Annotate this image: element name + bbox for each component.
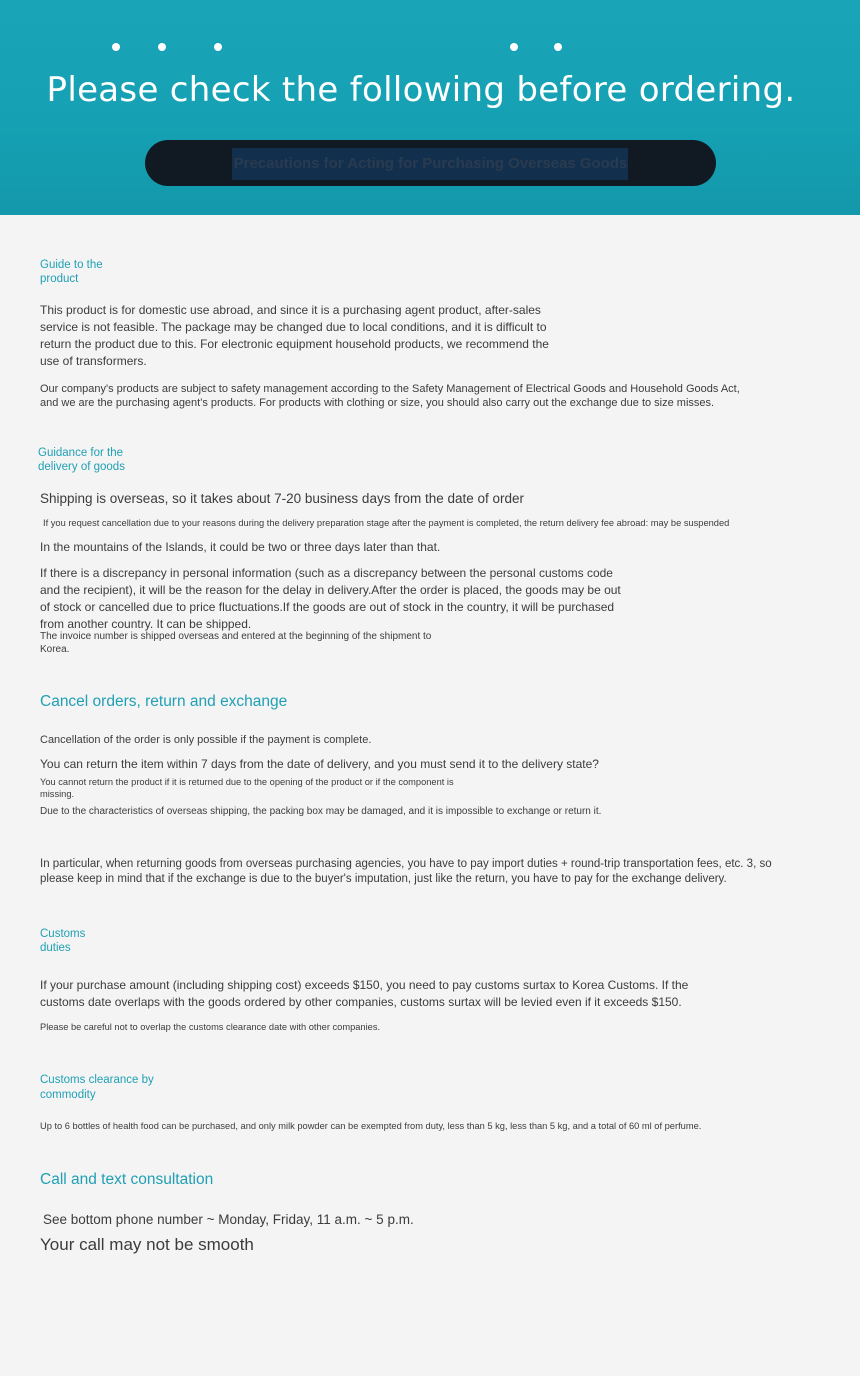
text-line: The invoice number is shipped overseas and entered at the beginning of the shipment to xyxy=(40,631,432,642)
customs-paragraph-2: Please be careful not to overlap the customs clearance date with other companies. xyxy=(40,1022,381,1032)
text-line: You cannot return the product if it is returned due to the opening of the product or if the component is xyxy=(40,777,454,787)
decorative-dot xyxy=(510,43,518,51)
text-line: return the product due to this. For electronic equipment household products, we recommend the xyxy=(40,337,549,351)
section-title-line: delivery of goods xyxy=(38,461,125,473)
text-line: and the recipient), it will be the reason for the delay in delivery.After the order is placed, the goods may be out xyxy=(40,583,621,597)
consult-paragraph-1: See bottom phone number ~ Monday, Friday, 11 a.m. ~ 5 p.m. xyxy=(43,1212,414,1227)
section-title-line: Guidance for the xyxy=(38,447,124,459)
page-title: Please check the following before ordering. xyxy=(46,70,796,110)
decorative-dot xyxy=(158,43,166,51)
text-line: please keep in mind that if the exchange is due to the buyer's imputation, just like the return, you have to pay for the exchange delivery. xyxy=(40,873,727,885)
section-title-line: commodity xyxy=(40,1089,96,1101)
delivery-paragraph-3: In the mountains of the Islands, it could be two or three days later than that. xyxy=(40,540,441,554)
decorative-dot xyxy=(554,43,562,51)
delivery-paragraph-5 xyxy=(40,631,431,656)
text-line: from another country. It can be shipped. xyxy=(40,617,252,631)
cancel-paragraph-4: Due to the characteristics of overseas shipping, the packing box may be damaged, and it is impossible to exchange or return it. xyxy=(40,806,602,817)
header-banner xyxy=(0,0,860,215)
text-line: If there is a discrepancy in personal information (such as a discrepancy between the personal customs code xyxy=(40,566,613,580)
decorative-dot xyxy=(112,43,120,51)
text-line: This product is for domestic use abroad, and since it is a purchasing agent product, after-sales xyxy=(40,303,541,317)
customs-paragraph-1 xyxy=(40,977,688,1011)
section-title-line: Guide to the xyxy=(40,259,103,271)
section-title-delivery xyxy=(38,446,125,474)
delivery-paragraph-4 xyxy=(40,565,621,633)
text-line: of stock or cancelled due to price fluctuations.If the goods are out of stock in the country, it will be purchased xyxy=(40,600,615,614)
text-line: customs date overlaps with the goods ordered by other companies, customs surtax will be levied even if it exceeds $150. xyxy=(40,995,682,1009)
section-title-line: duties xyxy=(40,942,71,954)
text-line: Korea. xyxy=(40,643,70,655)
text-line: missing. xyxy=(40,788,75,799)
section-title-consult: Call and text consultation xyxy=(40,1171,214,1188)
section-title-line: Customs xyxy=(40,928,86,940)
delivery-paragraph-2: If you request cancellation due to your reasons during the delivery preparation stage after the payment is completed, the return delivery fee abroad: may be suspended xyxy=(43,518,730,528)
cancel-paragraph-2: You can return the item within 7 days from the date of delivery, and you must send it to the delivery state? xyxy=(40,757,599,771)
text-line: Our company's products are subject to safety management according to the Safety Management of Electrical Goods and Household Goods Act, xyxy=(40,383,740,395)
section-title-customs xyxy=(40,927,85,955)
cancel-paragraph-3 xyxy=(40,777,454,800)
cancel-paragraph-5 xyxy=(40,857,772,887)
text-line: service is not feasible. The package may be changed due to local conditions, and it is difficult to xyxy=(40,320,547,334)
section-title-clearance xyxy=(40,1073,154,1103)
text-line: use of transformers. xyxy=(40,354,147,368)
decorative-dot xyxy=(214,43,222,51)
product-paragraph-1 xyxy=(40,302,549,370)
cancel-paragraph-1: Cancellation of the order is only possible if the payment is complete. xyxy=(40,734,372,746)
precautions-pill-label: Precautions for Acting for Purchasing Overseas Goods xyxy=(233,155,628,172)
text-line: In particular, when returning goods from overseas purchasing agencies, you have to pay import duties + round-trip transportation fees, etc. 3, so xyxy=(40,858,772,870)
product-paragraph-2 xyxy=(40,382,740,410)
consult-paragraph-2: Your call may not be smooth xyxy=(40,1235,254,1254)
section-title-line: product xyxy=(40,273,79,285)
text-line: If your purchase amount (including shipping cost) exceeds $150, you need to pay customs surtax to Korea Customs. If the xyxy=(40,978,689,992)
clearance-paragraph-1: Up to 6 bottles of health food can be purchased, and only milk powder can be exempted from duty, less than 5 kg, less than 5 kg, and a total of 60 ml of perfume. xyxy=(40,1121,702,1131)
text-line: and we are the purchasing agent's products. For products with clothing or size, you should also carry out the exchange due to size misses. xyxy=(40,397,715,409)
delivery-paragraph-1: Shipping is overseas, so it takes about 7-20 business days from the date of order xyxy=(40,491,525,506)
section-title-cancel: Cancel orders, return and exchange xyxy=(40,693,288,710)
section-title-product xyxy=(40,258,103,286)
section-title-line: Customs clearance by xyxy=(40,1074,154,1086)
